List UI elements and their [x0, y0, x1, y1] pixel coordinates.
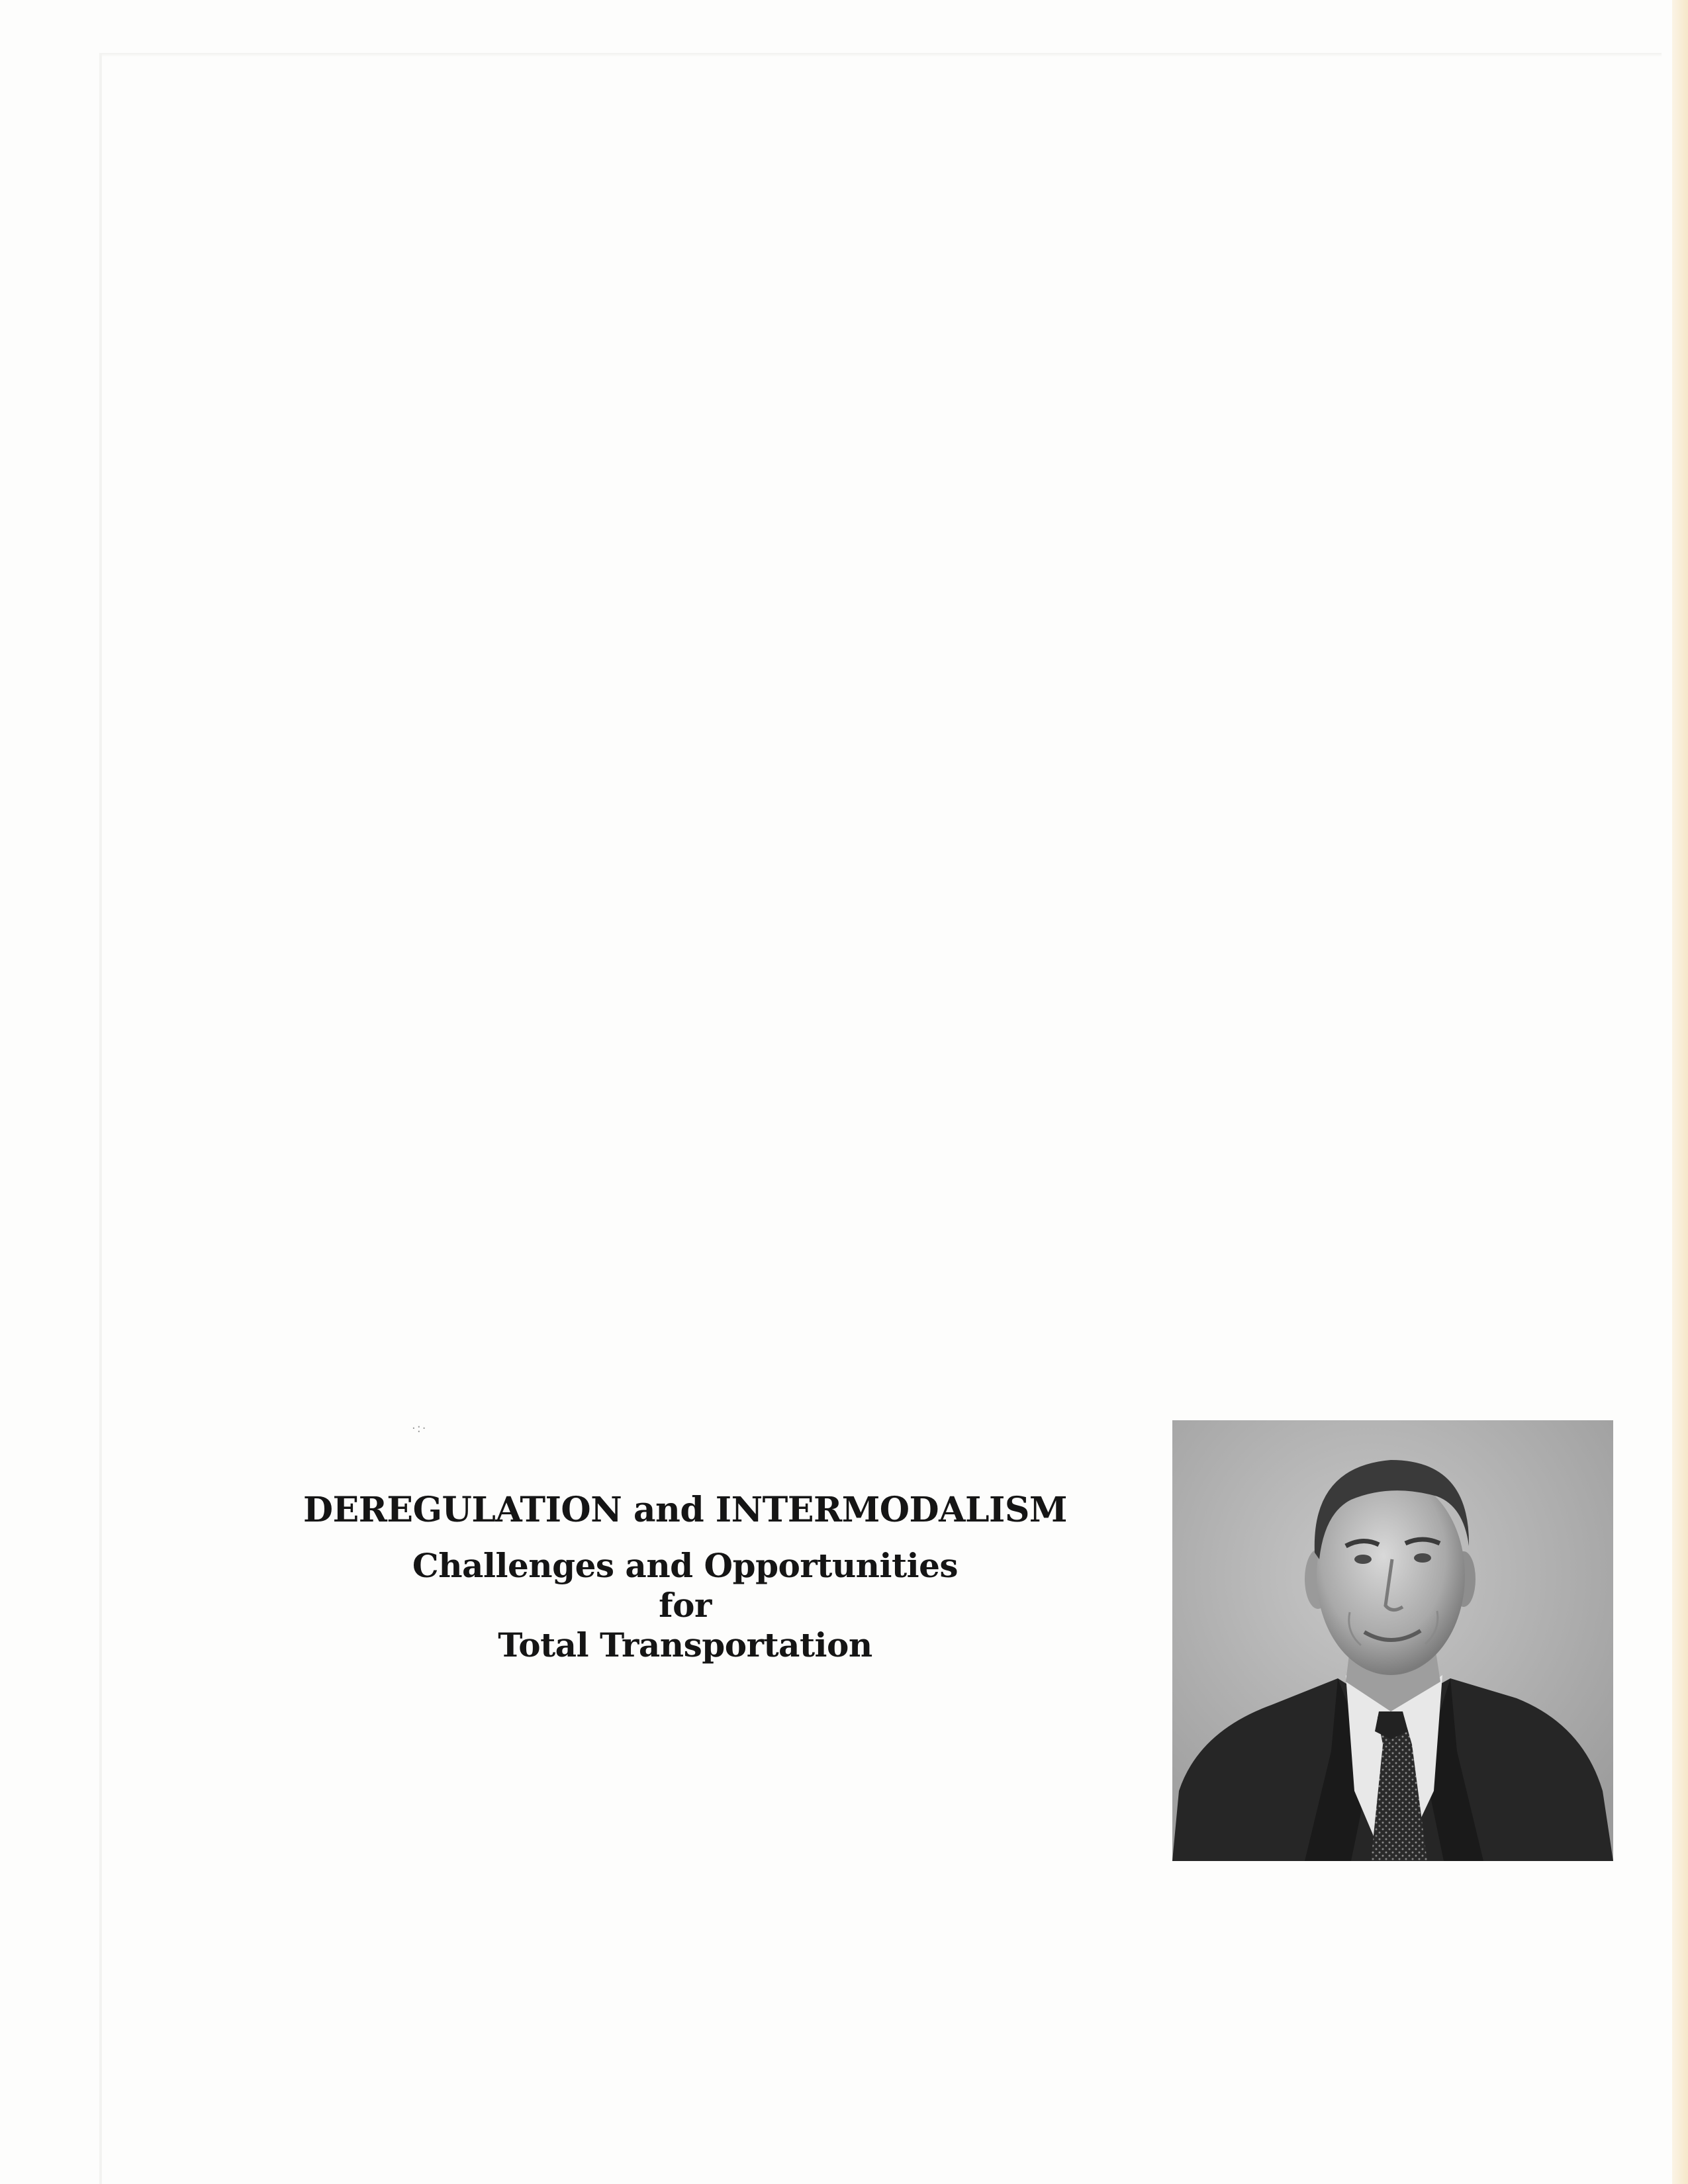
subtitle-line-3: Total Transportation — [498, 1625, 872, 1664]
left-eye — [1354, 1555, 1372, 1564]
author-portrait-photo — [1172, 1420, 1613, 1861]
subtitle-line-2: for — [659, 1586, 712, 1625]
right-eye — [1414, 1553, 1431, 1563]
article-heading — [291, 1489, 1079, 1665]
article-subtitle — [291, 1546, 1079, 1665]
scan-speck: ·:· — [412, 1422, 428, 1435]
subtitle-line-1: Challenges and Opportunities — [412, 1546, 959, 1585]
scan-edge-strip — [1672, 0, 1688, 2184]
page-edge-top — [99, 53, 1662, 57]
page-edge-left — [99, 53, 102, 2184]
portrait-illustration — [1172, 1420, 1613, 1861]
article-title: DEREGULATION and INTERMODALISM — [303, 1490, 1067, 1530]
